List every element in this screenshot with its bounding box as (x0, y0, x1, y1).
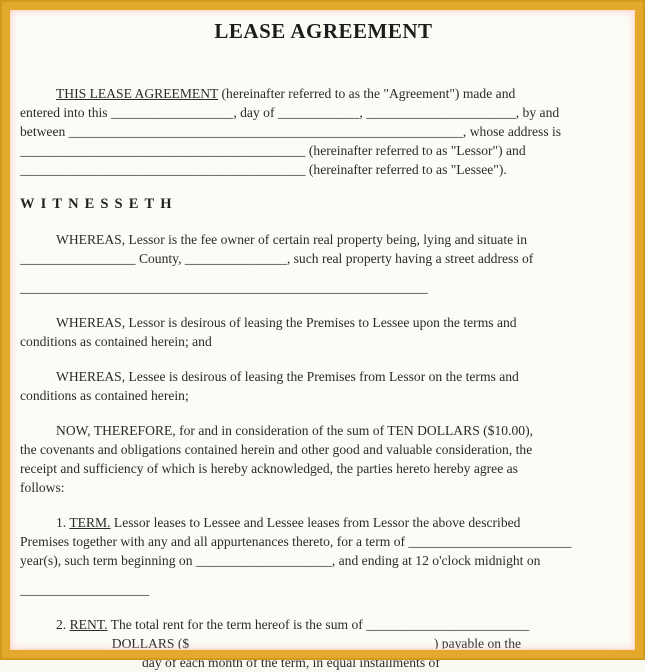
text-line (20, 386, 627, 405)
text-line (20, 160, 627, 179)
text-line (20, 440, 627, 459)
text-line (20, 367, 627, 386)
rent-paragraph (20, 615, 627, 672)
opening-paragraph (20, 84, 627, 179)
text-line (20, 532, 627, 551)
text-segment: _____________ DOLLARS ($____________________________________) payable on the _____________ (20, 636, 613, 651)
text-segment: 2. (56, 617, 70, 632)
whereas-fee-owner-paragraph (20, 230, 627, 297)
text-line (20, 249, 627, 268)
underlined-text-segment: RENT. (69, 617, 108, 632)
text-segment: between __________________________________________________________, whose address is (20, 124, 562, 139)
document-title: LEASE AGREEMENT (214, 19, 433, 43)
text-line (20, 459, 627, 478)
text-segment: WHEREAS, Lessor is desirous of leasing the Premises to Lessee upon the terms and (56, 315, 517, 330)
text-segment: (hereinafter referred to as the "Agreement") made and (218, 86, 516, 101)
text-segment: year(s), such term beginning on ____________________, and ending at 12 o'clock midnight on (20, 553, 541, 568)
now-therefore-paragraph (20, 421, 627, 497)
text-segment: Premises together with any and all appurtenances thereto, for a term of ________________________ (20, 534, 572, 549)
whereas-lessee-paragraph (20, 367, 627, 405)
witnesseth-heading: WITNESSETH (20, 196, 178, 212)
text-segment: 1. (56, 515, 70, 530)
text-segment: _________________ County, _______________, such real property having a street address of (20, 251, 534, 266)
text-line (20, 570, 627, 580)
text-segment: receipt and sufficiency of which is hereby acknowledged, the parties hereto hereby agree as (20, 461, 518, 476)
text-segment: conditions as contained herein; (20, 388, 189, 403)
text-segment: ___________________ (20, 582, 150, 597)
text-segment: Lessor leases to Lessee and Lessee leases from Lessor the above described (110, 515, 521, 530)
text-segment: __________________________________________ (hereinafter referred to as "Lessee"). (20, 162, 507, 177)
text-line (20, 84, 627, 103)
text-line (20, 313, 627, 332)
text-segment: ____________________________________________________________ (20, 280, 428, 295)
document-body (20, 84, 627, 672)
text-line (20, 230, 627, 249)
text-segment: WHEREAS, Lessee is desirous of leasing the Premises from Lessor on the terms and (56, 369, 519, 384)
underlined-text-segment: TERM. (69, 515, 111, 530)
document-page (10, 10, 635, 670)
text-segment: NOW, THEREFORE, for and in consideration of the sum of TEN DOLLARS ($10.00), (56, 423, 533, 438)
text-line (20, 278, 627, 297)
text-segment: the covenants and obligations contained herein and other good and valuable consideration, the (20, 442, 533, 457)
text-segment: __________________________________________ (hereinafter referred to as "Lessor") and (20, 143, 526, 158)
text-segment: WHEREAS, Lessor is the fee owner of certain real property being, lying and situate in (56, 232, 528, 247)
whereas-lessor-paragraph (20, 313, 627, 351)
text-line (20, 634, 627, 653)
text-line (20, 513, 627, 532)
text-line (20, 103, 627, 122)
text-line (20, 580, 627, 599)
text-line (20, 421, 627, 440)
text-line (20, 653, 627, 672)
text-line (20, 268, 627, 278)
text-segment: conditions as contained herein; and (20, 334, 212, 349)
text-line (20, 478, 627, 497)
text-segment: day of each month of the term, in equal installments of (142, 655, 440, 670)
text-line (20, 122, 627, 141)
text-line (20, 615, 627, 634)
term-paragraph (20, 513, 627, 599)
text-line (20, 141, 627, 160)
text-line (20, 551, 627, 570)
text-segment: entered into this __________________, day of ____________, ______________________, by and (20, 105, 560, 120)
underlined-text-segment: THIS LEASE AGREEMENT (56, 86, 219, 101)
text-segment: follows: (20, 480, 65, 495)
text-line (20, 332, 627, 351)
text-segment: The total rent for the term hereof is the sum of ________________________ (107, 617, 530, 632)
